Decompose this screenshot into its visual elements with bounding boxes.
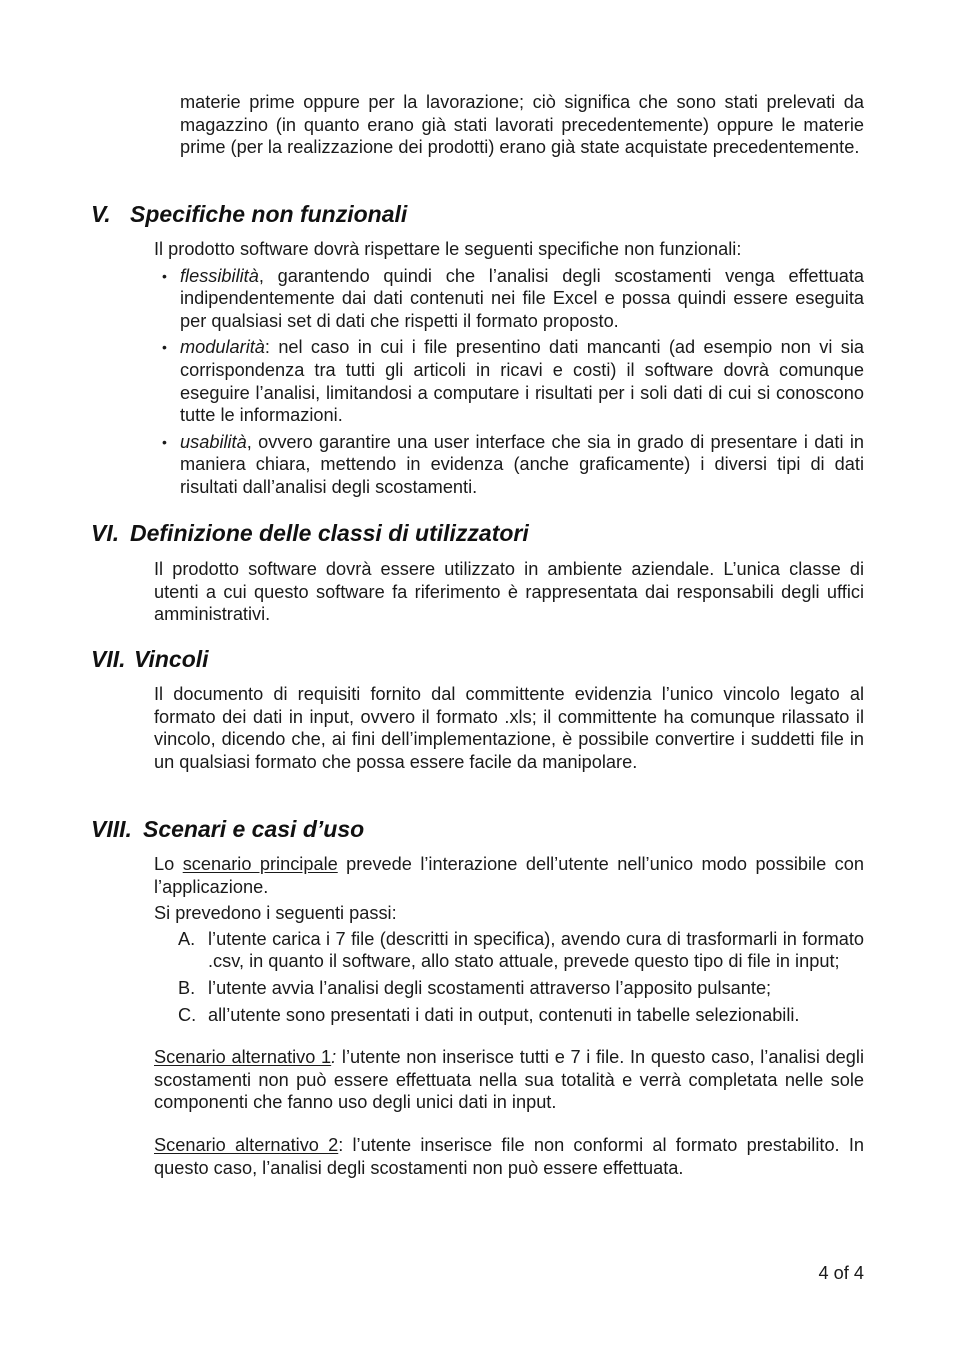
scenario-main-prefix: Lo: [154, 854, 183, 874]
list-item-text: : nel caso in cui i file presentino dati mancanti (ad esempio non vi sia corrispondenza tra tutti gli articoli in ricavi e costi) il software dovrà comunque eseguire l’analisi, limitandosi a computare i risultati per i soli dati di cui si conoscono tutte le informazioni.: [180, 337, 864, 426]
section-6-body: [154, 558, 864, 626]
section-7-title: Vincoli: [134, 646, 209, 672]
intro-continuation: [180, 91, 864, 159]
section-8-title: Scenari e casi d’uso: [143, 816, 365, 842]
step-text: l’utente avvia l’analisi degli scostamenti attraverso l’apposito pulsante;: [208, 977, 772, 998]
section-6-heading: [91, 519, 529, 547]
section-7-body: [154, 683, 864, 773]
intro-paragraph: materie prime oppure per la lavorazione; ciò significa che sono stati prelevati da magazzino (in quanto erano già stati lavorati precedentemente) oppure le materie prime (per la realizzazione dei prodotti) erano già state acquistate precedentemente.: [180, 92, 864, 158]
step-item: [154, 1004, 864, 1027]
nonfunctional-list: [154, 265, 864, 499]
step-marker: B.: [178, 977, 196, 998]
section-6-paragraph: Il prodotto software dovrà essere utilizzato in ambiente aziendale. L’unica classe di utenti a cui questo software fa riferimento è rappresentata dai responsabili degli uffici amministrativi.: [154, 559, 864, 625]
scenario-alt-2-text: : l’utente inserisce file non conformi al formato prestabilito. In questo caso, l’analisi degli scostamenti non può essere effettuata.: [154, 1134, 864, 1178]
scenario-main-label: scenario principale: [182, 854, 338, 874]
scenario-main-text: prevede l’interazione dell’utente nell’unico modo possibile con l’applicazione.: [154, 854, 864, 897]
section-5-number: V.: [91, 201, 111, 227]
list-item-text: , garantendo quindi che l’analisi degli scostamenti venga effettuata indipendentemente dai dati contenuti nei file Excel e possa quindi essere eseguita per qualsiasi set di dati che rispetti il formato proposto.: [180, 265, 864, 331]
step-text: all’utente sono presentati i dati in output, contenuti in tabelle selezionabili.: [208, 1004, 800, 1025]
step-marker: C.: [178, 1004, 197, 1025]
step-item: [154, 928, 864, 973]
step-item: [154, 977, 864, 1000]
scenario-alt-2-label: Scenario alternativo 2: [154, 1134, 339, 1155]
list-item: [154, 431, 864, 499]
scenario-alt-1-text: l’utente non inserisce tutti e 7 i file. In questo caso, l’analisi degli scostamenti non può essere effettuata nella sua totalità e verrà completata nelle sole componenti che fanno uso degli unici dati in input.: [154, 1047, 864, 1113]
section-5-heading: [91, 200, 407, 228]
list-item-term: usabilità: [180, 431, 247, 452]
section-8-body: [154, 853, 864, 1179]
section-5-title: Specifiche non funzionali: [130, 201, 408, 227]
section-8-number: VIII.: [91, 816, 132, 842]
scenario-main-paragraph: [154, 853, 864, 898]
list-item-text: , ovvero garantire una user interface che sia in grado di presentare i dati in maniera chiara, mettendo in evidenza (anche graficamente) i diversi tipi di dati risultati dall’analisi degli scostamenti.: [180, 431, 864, 497]
section-5-lead: Il prodotto software dovrà rispettare le seguenti specifiche non funzionali:: [154, 239, 742, 259]
list-item-term: modularità: [180, 337, 265, 358]
steps-intro: Si prevedono i seguenti passi:: [154, 903, 397, 924]
scenario-alt-2-paragraph: [154, 1134, 864, 1179]
scenario-alt-1-paragraph: [154, 1046, 864, 1114]
section-7-heading: [91, 645, 209, 673]
list-item: [154, 265, 864, 333]
section-5-body: [154, 238, 864, 503]
scenario-alt-1-label: Scenario alternativo 1: [154, 1047, 332, 1068]
scenario-alt-1-separator: :: [331, 1047, 337, 1068]
list-item-term: flessibilità: [180, 265, 259, 286]
step-marker: A.: [178, 928, 196, 949]
list-item: [154, 336, 864, 426]
section-7-paragraph: Il documento di requisiti fornito dal committente evidenzia l’unico vincolo legato al formato dei dati in input, ovvero il formato .xls; il committente ha comunque rilassato il vincolo, dicendo che, ai fini dell’implementazione, è possibile convertire i suddetti file in un qualsiasi formato che possa essere facile da manipolare.: [154, 684, 864, 772]
section-7-number: VII.: [91, 646, 126, 672]
step-text: l’utente carica i 7 file (descritti in specifica), avendo cura di trasformarli in formato .csv, in quanto il software, allo stato attuale, prevede questo tipo di file in input;: [208, 928, 864, 972]
section-6-title: Definizione delle classi di utilizzatori: [130, 520, 529, 546]
page-number: 4 of 4: [818, 1263, 864, 1283]
steps-list: [154, 928, 864, 1026]
section-6-number: VI.: [91, 520, 120, 546]
section-8-heading: [91, 815, 364, 843]
